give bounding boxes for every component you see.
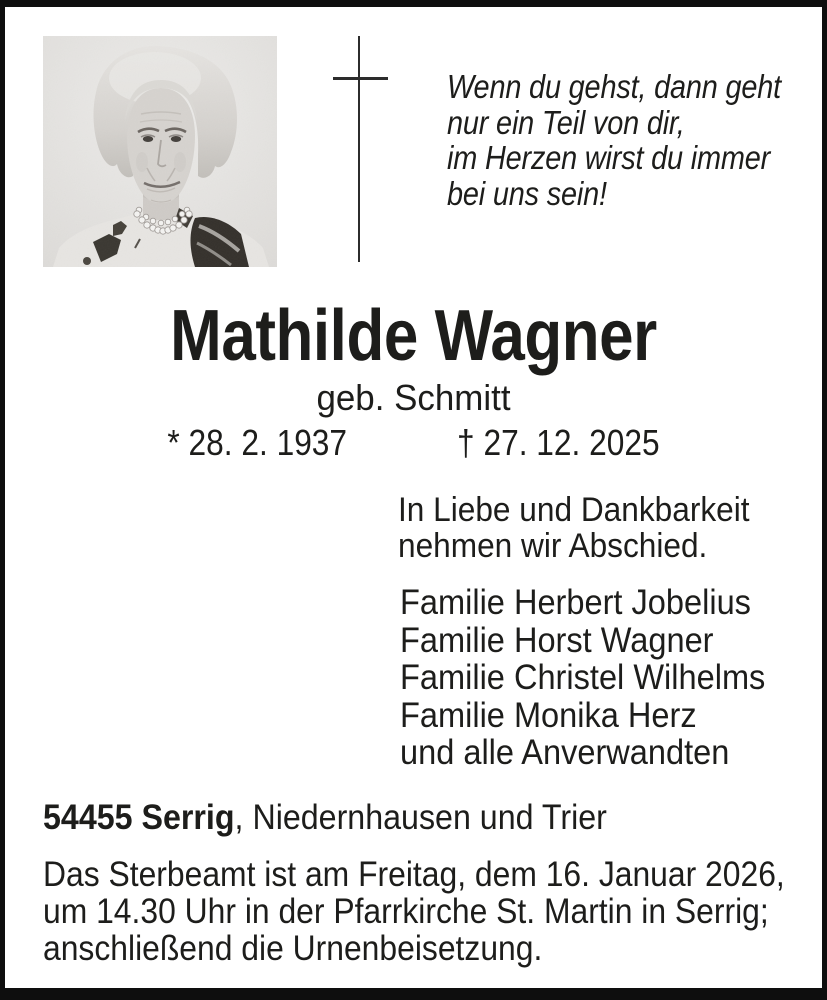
farewell-statement: [398, 493, 750, 564]
cross-vertical-bar: [358, 36, 360, 262]
frame-bottom-border: [0, 988, 827, 1000]
frame-left-border: [0, 0, 5, 1000]
mourner-line: Familie Christel Wilhelms: [400, 658, 766, 698]
service-line: Das Sterbeamt ist am Freitag, dem 16. Januar 2026,: [43, 855, 785, 894]
service-line: um 14.30 Uhr in der Pfarrkirche St. Martin in Serrig;: [43, 892, 769, 931]
quote-line: bei uns sein!: [447, 175, 607, 213]
death-date: † 27. 12. 2025: [457, 422, 660, 463]
service-line: anschließend die Urnenbeisetzung.: [43, 929, 543, 968]
mourner-line: Familie Monika Herz: [400, 695, 697, 735]
epitaph-quote: [447, 69, 781, 212]
postal-code-and-town: 54455 Serrig: [43, 798, 235, 837]
portrait-photo: [43, 36, 277, 267]
deceased-name: Mathilde Wagner: [170, 296, 657, 376]
frame-top-border: [0, 0, 827, 7]
mourner-line: und alle Anverwandten: [400, 733, 730, 773]
birth-date: * 28. 2. 1937: [167, 422, 348, 463]
memorial-cross-icon: [330, 36, 392, 262]
quote-line: Wenn du gehst, dann geht: [447, 68, 782, 105]
quote-line: im Herzen wirst du immer: [447, 139, 771, 177]
quote-line: nur ein Teil von dir,: [447, 103, 685, 141]
farewell-line: nehmen wir Abschied.: [398, 526, 708, 565]
frame-right-border: [822, 0, 827, 1000]
mourners-list: [400, 584, 765, 772]
mourner-line: Familie Herbert Jobelius: [400, 583, 751, 622]
cross-horizontal-bar: [333, 77, 388, 80]
mourner-line: Familie Horst Wagner: [400, 620, 714, 660]
life-dates: [50, 422, 778, 463]
service-details: [43, 856, 785, 967]
maiden-name: geb. Schmitt: [316, 377, 511, 418]
places-line: [43, 800, 607, 835]
farewell-line: In Liebe und Dankbarkeit: [398, 491, 750, 529]
other-places: , Niedernhausen und Trier: [234, 798, 607, 837]
portrait-photo-image: [43, 36, 277, 267]
